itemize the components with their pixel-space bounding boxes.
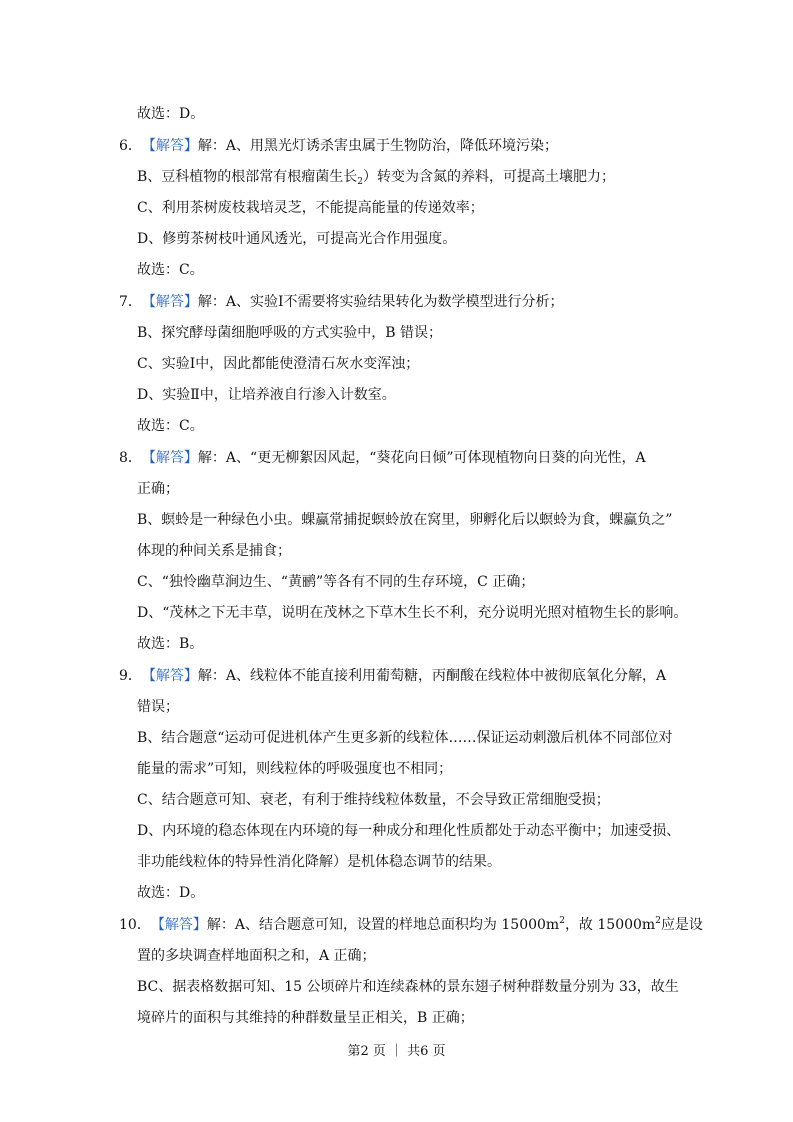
q8-answer-tag: 【解答】 <box>141 450 198 466</box>
q8-conclusion: 故选：B。 <box>137 636 204 652</box>
q6-conclusion: 故选：C。 <box>137 262 204 278</box>
q9-option-a: 解：A、线粒体不能直接利用葡萄糖，丙酮酸在线粒体中被彻底氧化分解，A <box>197 668 667 684</box>
q6-option-c: C、利用茶树废枝栽培灵芝，不能提高能量的传递效率； <box>137 200 484 216</box>
q7-option-a: 解：A、实验Ⅰ不需要将实验结果转化为数学模型进行分析； <box>197 294 564 310</box>
page-footer: 第2 页 ｜ 共6 页 <box>347 1044 446 1059</box>
q8-option-b: B、螟蛉是一种绿色小虫。蜾蠃常捕捉螟蛉放在窝里，卵孵化后以螟蛉为食，蜾蠃负之” <box>137 512 673 528</box>
q7-first-line <box>119 292 564 312</box>
q6-option-d: D、修剪茶树枝叶通风透光，可提高光合作用强度。 <box>137 231 457 247</box>
q7-conclusion: 故选：C。 <box>137 418 204 434</box>
q9-option-c: C、结合题意可知、衰老，有利于维持线粒体数量，不会导致正常细胞受损； <box>137 792 610 808</box>
q10-superscript-1: 2 <box>559 916 565 926</box>
q8-option-d: D、“茂林之下无丰草，说明在茂林之下草木生长不利，充分说明光照对植物生长的影响。 <box>137 605 688 621</box>
q10-first-line: 10．【解答】解：A、结合题意可知，设置的样地总面积均为 $15000m^2$，故 $15000m^2$应是设 <box>119 916 703 933</box>
q6-option-b: B、豆科植物的根部常有根瘤菌生长$_2$）转变为含氮的养料，可提高土壤肥力； <box>137 169 616 187</box>
q9-option-b: B、结合题意“运动可促进机体产生更多新的线粒体……保证运动刺激后机体不同部位对 <box>137 730 673 746</box>
q9-first-line <box>119 666 666 686</box>
q6-answer-tag: 【解答】 <box>141 138 198 154</box>
q6-number: 6． <box>119 138 142 154</box>
q6-option-a: 解：A、用黑光灯诱杀害虫属于生物防治，降低环境污染； <box>197 138 559 154</box>
q9-conclusion: 故选：D。 <box>137 885 205 901</box>
q10-option-bc-cont: 境碎片的面积与其维持的种群数量呈正相关，B 正确； <box>137 1010 474 1026</box>
q10-number: 10． <box>119 917 151 933</box>
q9-option-a-cont: 错误； <box>137 699 179 715</box>
q8-option-b-cont: 体现的种间关系是捕食； <box>137 543 291 559</box>
q8-first-line <box>119 448 646 468</box>
q9-answer-tag: 【解答】 <box>141 668 198 684</box>
q7-answer-tag: 【解答】 <box>141 294 198 310</box>
q9-number: 9． <box>119 668 142 684</box>
q8-option-a: 解：A、“更无柳絮因风起，“葵花向日倾”可体现植物向日葵的向光性，A <box>197 450 646 466</box>
q5-conclusion: 故选：D。 <box>137 106 205 122</box>
q7-option-b: B、探究酵母菌细胞呼吸的方式实验中，B 错误； <box>137 325 443 341</box>
q9-option-b-cont: 能量的需求”可知，则线粒体的呼吸强度也不相同； <box>137 761 453 777</box>
q10-option-bc: BC、据表格数据可知、15 公顷碎片和连续森林的景东翅子树种群数量分别为 33，故生 <box>137 979 679 995</box>
q7-option-c: C、实验Ⅰ中，因此都能使澄清石灰水变浑浊； <box>137 356 420 372</box>
q8-option-a-cont: 正确； <box>137 481 179 497</box>
q9-option-d-cont: 非功能线粒体的特异性消化降解）是机体稳态调节的结果。 <box>137 854 501 870</box>
q10-option-a-cont: 置的多块调查样地面积之和，A 正确； <box>137 948 376 964</box>
q8-number: 8． <box>119 450 142 466</box>
q6-first-line <box>119 136 558 156</box>
q8-option-c: C、“独怜幽草涧边生、“黄鹂”等各有不同的生存环境，C 正确； <box>137 574 535 590</box>
q6-subscript: 2 <box>357 177 364 187</box>
q9-option-d: D、内环境的稳态体现在内环境的每一种成分和理化性质都处于动态平衡中；加速受损、 <box>137 823 681 839</box>
q10-superscript-2: 2 <box>655 916 661 926</box>
q7-option-d: D、实验Ⅱ中，让培养液自行渗入计数室。 <box>137 387 396 403</box>
q10-answer-tag: 【解答】 <box>150 917 207 933</box>
q7-number: 7． <box>119 294 142 310</box>
